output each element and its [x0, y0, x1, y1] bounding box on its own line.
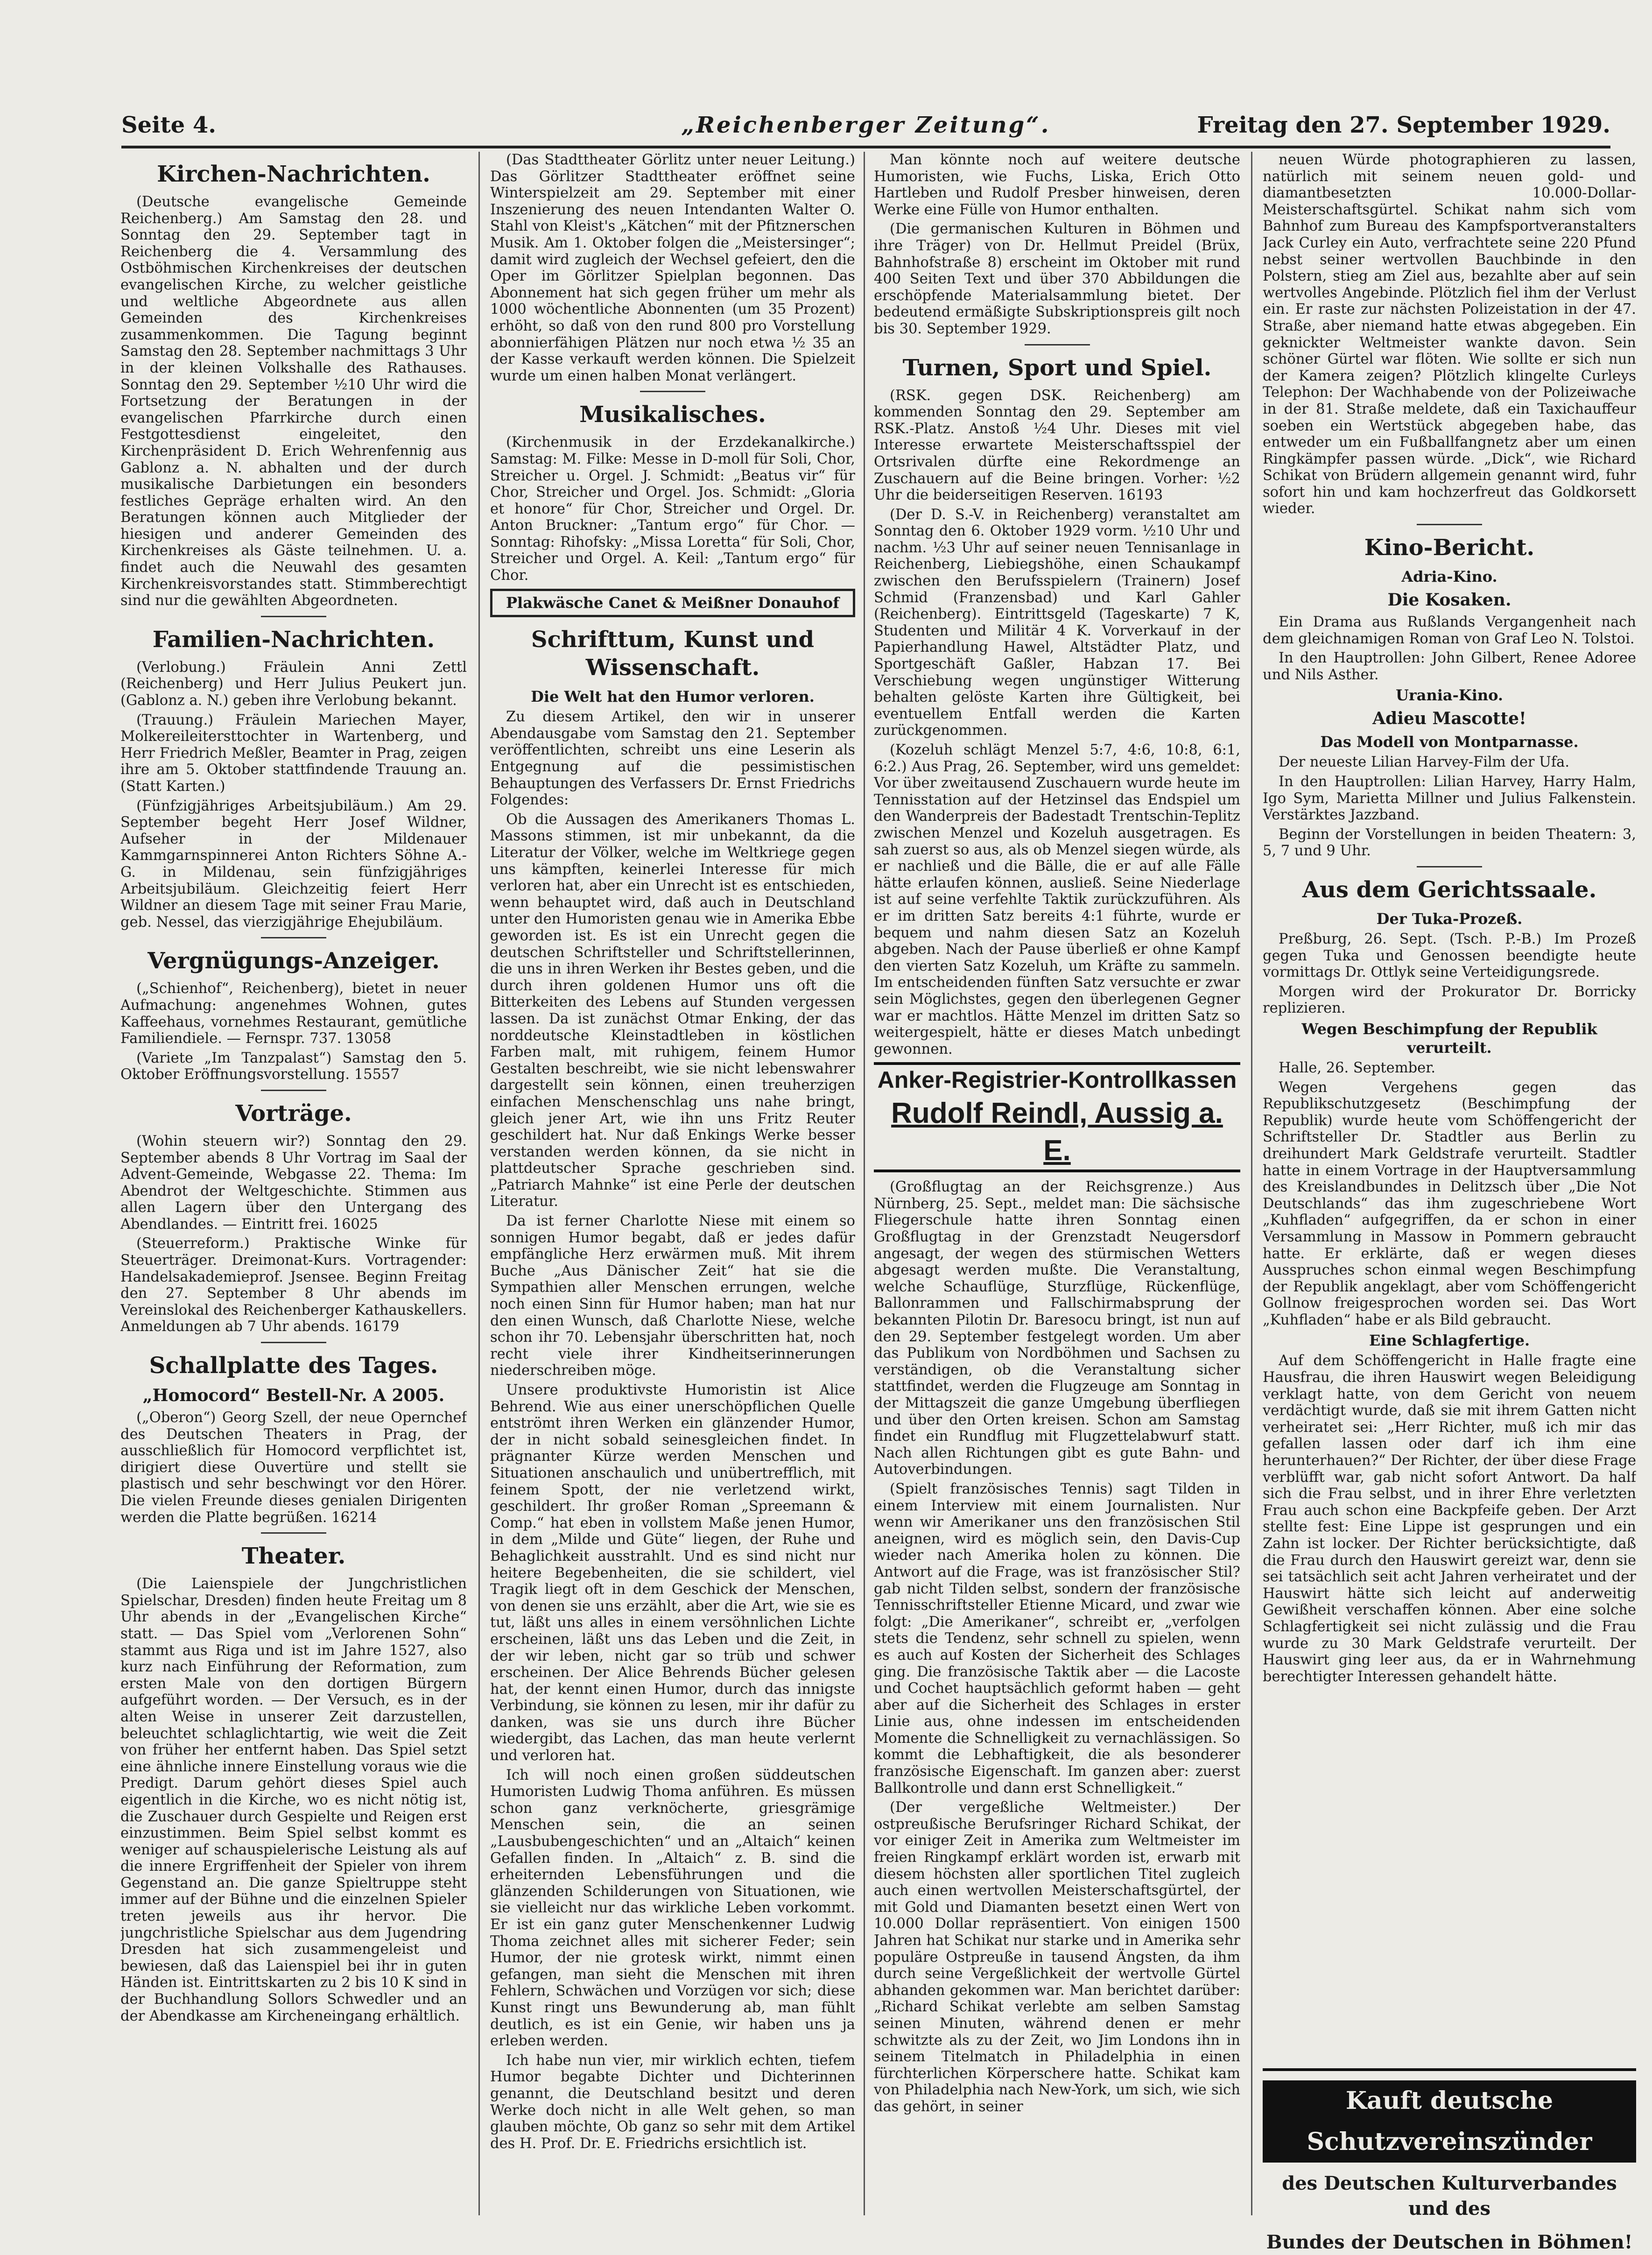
column-3 — [874, 152, 1240, 2215]
separator — [1025, 344, 1090, 345]
article-kirchenmusik: (Kirchenmusik in der Erzdekanalkirche.) Samstag: M. Filke: Messe in D-moll für Soli, Chor, Streicher u. Orgel. J. Schmidt: „Beatus vir“ für Chor, Streicher und Orgel. Jos. Schmidt: „Gloria et honore“ für Chor, Streicher und Orgel. Dr. Anton Bruckner: „Tantum ergo“ für Chor. — Sonntag: Rihofsky: „Missa Loretta“ für Soli, Chor, Streicher und Orgel. A. Keil: „Tantum ergo“ für Chor. — [490, 434, 855, 584]
section-heading-vortraege: Vorträge. — [235, 1100, 352, 1127]
section-heading-musik: Musikalisches. — [579, 402, 766, 428]
article-flugtag: (Großflugtag an der Reichsgrenze.) Aus Nürnberg, 25. Sept., meldet man: Die sächsische Fliegerschule hatte ihren Sonntag einen Großflugtag in der Grenzstadt Neugersdorf angesagt, der wegen des stürmischen Wetters abgesagt werden mußte. Die Veranstaltung, welche Schauflüge, Sturzflüge, Rückenflüge, Ballonrammen und Fallschirmabsprung der bekannten Pilotin Dr. Baresocu bringt, ist nun auf den 29. September festgelegt worden. Um aber das Publikum von Nordböhmen und Sachsen zu verständigen, ob die Veranstaltung sicher stattfindet, werden die Flugzeuge am Sonntag in der Mittagszeit die ganze Umgebung überfliegen und über den Orten kreisen. Schon am Samstag findet ein Rundflug mit Flugzettelabwurf statt. Nach allen Richtungen gibt es gute Bahn- und Autoverbindungen. — [874, 1179, 1240, 1478]
article-rsk: (RSK. gegen DSK. Reichenberg) am kommenden Sonntag den 29. September am RSK.-Platz. Anstoß ½4 Uhr. Dieses mit viel Interesse erwartete Meisterschaftsspiel der Ortsrivalen dürfte eine Rekordmenge an Zuschauern auf die Beine bringen. Vorher: ½2 Uhr die beiderseitigen Reserven. 16193 — [874, 387, 1240, 504]
article-verlobung: (Verlobung.) Fräulein Anni Zettl (Reichenberg) und Herr Julius Peukert jun. (Gablonz a. N.) geben ihre Verlobung bekannt. — [120, 659, 467, 709]
advert-subtitle-1: des Deutschen Kulturverbandes und des — [1282, 2172, 1617, 2220]
separator — [261, 1090, 326, 1091]
article-humor-1: Zu diesem Artikel, den wir in unserer Abendausgabe vom Samstag den 21. September veröffentlichten, schreibt uns eine Leserin als Entgegnung auf die pessimistischen Behauptungen des Verfassers Dr. Ernst Friedrichs Folgendes: — [490, 709, 855, 809]
article-humor-6: Ich habe nun vier, mir wirklich echten, tiefem Humor begabte Dichter und Dichterinnen genannt, die Deutschland besitzt und deren Werke doch nicht in alle Welt gehen, so man glauben möchte, Ob ganz so sehr mit dem Artikel des H. Prof. Dr. E. Friedrichs ersichtlich ist. — [490, 2052, 855, 2152]
column-1 — [120, 152, 467, 2215]
article-schikat: (Der vergeßliche Weltmeister.) Der ostpreußische Berufsringer Richard Schikat, der vor einiger Zeit in Amerika zum Weltmeister im freien Ringkampf erklärt worden ist, erwarb mit diesem höchsten aller sportlichen Titel zugleich auch einen wertvollen Meisterschaftsgürtel, der mit Gold und Diamanten besetzt einen Wert von 10.000 Dollar repräsentiert. Von einigen 1500 Jahren hat Schikat nur starke und in Amerika sehr populäre Ostpreuße in tausend Ängsten, da ihm durch seine Vergeßlichkeit der wertvolle Gürtel abhanden gekommen war. Man berichtet darüber: „Richard Schikat verlebte am selben Samstag seinen Minuten, während denen er mehr schwitzte als zu der Zeit, wo Jim Londons ihn in seinem Titelmatch in Philadelphia in einen fürchterlichen Körperschere hatte. Schikat kam von Philadelphia nach New-York, um sich, wie sich das gehört, in seiner — [874, 1799, 1240, 2115]
article-schienhof: („Schienhof“, Reichenberg), bietet in neuer Aufmachung: angenehmes Wohnen, gutes Kaffeehaus, vornehmes Restaurant, gemütliche Familiendiele. — Fernspr. 737. 13058 — [120, 980, 467, 1047]
article-kosaken-cast: In den Hauptrollen: John Gilbert, Renee Adoree und Nils Asther. — [1263, 650, 1636, 683]
column-rule — [478, 152, 480, 2215]
section-heading-gericht: Aus dem Gerichtssaale. — [1302, 877, 1597, 903]
subheading-homocord: „Homocord“ Bestell-Nr. A 2005. — [142, 1386, 445, 1406]
article-adieu: Der neueste Lilian Harvey-Film der Ufa. — [1279, 754, 1570, 771]
section-heading-theater: Theater. — [241, 1543, 346, 1570]
subheading-adria: Adria-Kino. — [1401, 568, 1497, 586]
section-heading-sport: Turnen, Sport und Spiel. — [902, 354, 1212, 381]
article-halle-dateline: Halle, 26. September. — [1279, 1059, 1436, 1076]
separator — [261, 1532, 326, 1534]
article-dsv: (Der D. S.-V. in Reichenberg) veranstaltet am Sonntag den 6. Oktober 1929 vorm. ½10 Uhr und nachm. ½3 Uhr auf seiner neuen Tennisanlage in Reichenberg, Liebiegshöhe, einen Schaukampf zwischen den Berufsspielern (Trainern) Josef Schmid (Franzensbad) und Karl Gahler (Reichenberg). Eintrittsgeld (Tageskarte) 7 K, Studenten und Militär 4 K. Vorverkauf in der Papierhandlung Hawel, Altstädter Platz, und Sportgeschäft Gaßler, Habzan 17. Bei Verschiebung wegen ungünstiger Witterung behalten gelöste Karten ihre Gültigkeit, bei eventuellem Entfall werden die Karten zurückgenommen. — [874, 506, 1240, 739]
article-jubilaeum: (Fünfzigjähriges Arbeitsjubiläum.) Am 29. September begeht Herr Josef Wildner, Aufseher in der Mildenauer Kammgarnspinnerei Anton Richters Söhne A.-G. in Mildenau, sein fünfzigjähriges Arbeitsjubiläum. Gleichzeitig feiert Herr Wildner an diesem Tage mit seiner Frau Marie, geb. Nessel, das vierzigjährige Ehejubiläum. — [120, 797, 467, 930]
section-heading-kirchen: Kirchen-Nachrichten. — [157, 161, 430, 187]
film-title-kosaken: Die Kosaken. — [1387, 590, 1511, 610]
article-steuer: (Steuerreform.) Praktische Winke für Steuerträger. Dreimonat-Kurs. Vortragender: Handelsakademieprof. Jsensee. Beginn Freitag den 27. September 8 Uhr abends im Vereinslokal des Reichenberger Kathauskellers. Anmeldungen ab 7 Uhr abends. 16179 — [120, 1235, 467, 1335]
article-kozeluh: (Kozeluh schlägt Menzel 5:7, 4:6, 10:8, 6:1, 6:2.) Aus Prag, 26. September, wird uns gemeldet: Vor über zweitausend Zuschauern wurde heute im Tennisstation auf der Hetzinsel das Endspiel um den Wanderpreis der Badestadt Trentschin-Teplitz zwischen Menzel und Kozeluh ausgetragen. Es sah zuerst so aus, als ob Menzel siegen würde, als er nachließ und die Bälle, die er auf alle Fälle hätte erlaufen können, ausließ. Seine Niederlage ist auf seine verfehlte Taktik zurückzuführen. Als er im dritten Satz bereits 4:1 führte, wurde er bequem und nahm diesen Satz an Kozeluh abgeben. Nach der Pause überließ er ohne Kampf den vierten Satz Kozeluh, um Kräfte zu sammeln. Im entscheidenden fünften Satz versuchte er zwar sein Möglichstes, gegen den überlegenen Gegner war er machtlos. Hätte Menzel im dritten Satz so weitergespielt, hätte er dieses Match unbedingt gewonnen. — [874, 742, 1240, 1057]
article-humor-5: Ich will noch einen großen süddeutschen Humoristen Ludwig Thoma anführen. Es müssen schon ganz verknöcherte, griesgrämige Menschen sein, die an seinen „Lausbubengeschichten“ und an „Altaich“ keinen Gefallen finden. In „Altaich“ z. B. sind die erheiternden Lebensführungen und die glänzenden Schilderungen von Situationen, wie sie vielleicht nur das wirkliche Leben vorkommt. Er ist ein ganz guter Menschenkenner Ludwig Thoma zeichnet alles mit sicherer Feder; sein Humor, der nie grotesk wirkt, nimmt einen gefangen, man sieht die Menschen mit ihren Fehlern, Schwächen und Vorzügen vor sich; diese Kunst ringt uns Bewunderung ab, man fühlt deutlich, es ist ein Genie, wir haben uns ja erleben werden. — [490, 1767, 855, 2050]
subheading-urania: Urania-Kino. — [1395, 686, 1504, 705]
separator — [640, 391, 705, 392]
separator — [1417, 866, 1482, 867]
article-germanen: (Die germanischen Kulturen in Böhmen und ihre Träger) von Dr. Hellmut Preidel (Brüx, Bahnhofstraße 8) erscheint im Oktober mit rund 400 Seiten Text und über 370 Abbildungen die erschöpfende Materialsammlung bietet. Der bedeutend ermäßigte Subskriptionspreis gilt noch bis 30. September 1929. — [874, 221, 1240, 337]
column-4 — [1263, 152, 1636, 2064]
film-title-adieu: Adieu Mascotte! — [1372, 709, 1526, 729]
section-heading-schrifttum: Schrifttum, Kunst und Wissenschaft. — [531, 627, 815, 681]
advert-line-2: Rudolf Reindl, Aussig a. E. — [891, 1097, 1223, 1167]
section-heading-familien: Familien-Nachrichten. — [152, 626, 435, 653]
section-heading-kino: Kino-Bericht. — [1364, 535, 1535, 561]
small-advert-box: Plakwäsche Canet & Meißner Donauhof — [490, 589, 855, 618]
newspaper-title: „Reichenberger Zeitung“. — [681, 112, 1051, 138]
advert-subtitle-2: Bundes der Deutschen in Böhmen! — [1266, 2231, 1633, 2253]
article-schikat-continued: neuen Würde photographieren zu lassen, natürlich mit seinem neuen gold- und diamantbesetzten 10.000-Dollar-Meisterschaftsgürtel. Schikat nahm sich vom Bahnhof zum Bureau des Kampfsportveranstalters Jack Curley ein Auto, verfrachtete seine 220 Pfund nebst seiner wertvollen Bauchbinde in den Polstern, stieg am Ziel aus, bezahlte aber auf sein wertvolles Angebinde. Plötzlich fiel ihm der Verlust ein. Er raste zur nächsten Polizeistation in der 47. Straße, aber niemand hatte etwas abgegeben. Ein geknickter Weltmeister wankte davon. Sein schöner Gürtel war flöten. Wie sollte er sich nun der Kamera zeigen? Plötzlich klingelte Curleys Telephon: Der Wachhabende von der Polizeiwache in der 81. Straße meldete, daß ein Taxichauffeur soeben ein Wertstück abgegeben habe, das entweder um ein Fußballfangnetz aber um einen Ringkämpfer passen würde. „Dick“, wie Richard Schikat von Brüdern allgemein genannt wird, fuhr sofort hin und kam hochzerfreut das Goldkorsett wieder. — [1263, 152, 1636, 517]
page-number: Seite 4. — [121, 112, 216, 138]
article-trauung: (Trauung.) Fräulein Mariechen Mayer, Molkereileitersttochter in Wartenberg, und Herr Friedrich Meßler, Beamter in Prag, zeigen ihre am 5. Oktober stattfindende Trauung an. (Statt Karten.) — [120, 712, 467, 795]
advert-kontrollkassen — [874, 1062, 1240, 1172]
article-goerlitz: (Das Stadttheater Görlitz unter neuer Leitung.) Das Görlitzer Stadttheater eröffnet seine Winterspielzeit am 29. September mit einer Inszenierung des neuen Intendanten Walter O. Stahl von Kleist's „Kätchen“ mit der Pfitznerschen Musik. Am 1. Oktober folgen die „Meistersinger“; damit wird zugleich der Wechsel gefeiert, den die Oper im Görlitzer Spielplan begonnen. Das Abonnement hat sich gegen früher um mehr als 1000 wöchentliche Abonnenten (um 35 Prozent) erhöht, so daß von den rund 800 pro Vorstellung abonnierfähigen Plätzen nur noch etwa ½ 35 an der Kasse verkauft werden können. Die Spielzeit wurde um einen halben Monat verlängert. — [490, 152, 855, 384]
article-tuka: Preßburg, 26. Sept. (Tsch. P.-B.) Im Prozeß gegen Tuka und Genossen beendigte heute vormittags Dr. Ottlyk seine Verteidigungsrede. — [1263, 931, 1636, 981]
article-variete: (Variete „Im Tanzpalast“) Samstag den 5. Oktober Eröffnungsvorstellung. 15557 — [120, 1050, 467, 1083]
advert-line-1: Anker-Registrier-Kontrollkassen — [877, 1067, 1237, 1093]
article-humor-3: Da ist ferner Charlotte Niese mit einem so sonnigen Humor begabt, daß er jedes dafür empfängliche Herz erwärmen muß. Mit ihrem Buche „Aus Dänischer Zeit“ hat sie die Sympathien aller Menschen errungen, welche noch einen Sinn für Humor haben; man hat nur den einen Wunsch, daß Charlotte Niese, welche schon ihr 70. Lebensjahr überschritten hat, noch recht viele ihrer Kindheitserinnerungen niederschreiben möge. — [490, 1213, 855, 1379]
column-rule — [1251, 152, 1252, 2215]
article-wohin: (Wohin steuern wir?) Sonntag den 29. September abends 8 Uhr Vortrag im Saal der Advent-Gemeinde, Webgasse 22. Thema: Im Abendrot der Weltgeschichte. Stimmen aus allen Lagern über den Untergang des Abendlandes. — Eintritt frei. 16025 — [120, 1133, 467, 1233]
advert-schutzverein — [1263, 2068, 1636, 2253]
article-tilden: (Spielt französisches Tennis) sagt Tilden in einem Interview mit einem Journalisten. Nur wenn wir Amerikaner uns den französischen Stil aneignen, wird es möglich sein, den Davis-Cup wieder nach Amerika holen zu können. Die Antwort auf die Frage, was ist französischer Stil? gab nicht Tilden selbst, sondern der französische Tennisschriftsteller Etienne Micard, und zwar wie folgt: „Die Amerikaner“, schreibt er, „verfolgen stets die Tendenz, sehr schnell zu spielen, wenn es auch auf Kosten der Sicherheit des Schlages ging. Die französische Taktik aber — die Lacoste und Cochet hauptsächlich geformt haben — geht aber auf die Sicherheit des Schlages in erster Linie aus, ohne indessen im entscheidenden Momente die Schnelligkeit zu vernachlässigen. So kommt die Lebhaftigkeit, die als besonderer französische Eigenschaft. Im ganzen aber: zuerst Ballkontrolle und dann erst Schnelligkeit.“ — [874, 1480, 1240, 1797]
article-humor-2: Ob die Aussagen des Amerikaners Thomas L. Massons stimmen, ist mir unbekannt, da die Literatur der Völker, welche im Weltkriege gegen uns kämpften, keinerlei Interesse für mich verloren hat, aber ein Unrecht ist es entschieden, wenn behauptet wird, daß auch in Deutschland unter den Humoristen genau wie in Amerika Ebbe geworden ist. Es ist ein Unrecht gegen die deutschen Schriftsteller und Schriftstellerinnen, die uns in ihren Werken ihr Bestes geben, und die durch ihren goldenen Humor uns oft die Bitterkeiten des Lebens auf Stunden vergessen lassen. Da ist zunächst Otmar Enking, der das norddeutsche Kleinstadtleben in köstlichen Farben malt, mit ruhigem, feinem Humor Gestalten beschreibt, wie sie nicht lebenswahrer dargestellt sein können, einen treuherzigen einfachen Menschenschlag uns nahe bringt, gleich jener Art, wie ihn uns Fritz Reuter geschildert hat. Nur daß Enkings Werke besser verstanden werden können, da sie nicht in plattdeutscher Sprache geschrieben sind. „Patriarch Mahnke“ ist eine Perle der deutschen Literatur. — [490, 811, 855, 1210]
subheading-beschimpfung: Wegen Beschimpfung der Republik verurteilt. — [1301, 1020, 1597, 1057]
separator — [261, 937, 326, 938]
article-schlagfertige: Auf dem Schöffengericht in Halle fragte eine Hausfrau, die ihren Hauswirt wegen Beleidigung verklagt hatte, von dem Gericht von neuem verdächtigt wurde, daß sie mit ihrem Gatten nicht verheiratet sei: „Herr Richter, muß ich mir das gefallen lassen oder darf ich ihm eine herunterhauen?“ Der Richter, der über diese Frage verblüfft war, gab nicht sofort Antwort. Da half sich die Frau selbst, und in ihrer Ehre verletzten Frau auch schon eine Backpfeife geben. Der Arzt stellte fest: Eine Lippe ist gesprungen und ein Zahn ist locker. Der Richter berücksichtigte, daß die Frau durch den Hauswirt gereizt war, denn sie sei tatsächlich seit acht Jahren verheiratet und der Hauswirt hätte sich leicht auf anderweitig Gewißheit verschaffen können. Aber eine solche Schlagfertigkeit sei nicht zulässig und die Frau wurde zu 30 Mark Geldstrafe verurteilt. Der Hauswirt ging leer aus, da er in Wahrnehmung berechtigter Interessen gehandelt hätte. — [1263, 1353, 1636, 1685]
section-heading-vergnuegung: Vergnügungs-Anzeiger. — [148, 948, 440, 974]
subheading-humor: Die Welt hat den Humor verloren. — [531, 688, 815, 706]
article-humor-end: Man könnte noch auf weitere deutsche Humoristen, wie Fuchs, Liska, Erich Otto Hartleben und Rudolf Presber hinweisen, deren Werke eine Fülle von Humor enthalten. — [874, 152, 1240, 218]
column-2 — [490, 152, 855, 2215]
issue-date: Freitag den 27. September 1929. — [1197, 112, 1610, 138]
article-adieu-cast: In den Hauptrollen: Lilian Harvey, Harry Halm, Igo Sym, Marietta Millner und Julius Falkenstein. Verstärktes Jazzband. — [1263, 774, 1636, 824]
article-tuka-2: Morgen wird der Prokurator Dr. Borricky replizieren. — [1263, 983, 1636, 1017]
masthead — [121, 108, 1610, 148]
article-kirchen: (Deutsche evangelische Gemeinde Reichenberg.) Am Samstag den 28. und Sonntag den 29. September tagt in Reichenberg die 4. Versammlung des Ostböhmischen Kirchenkreises der deutschen evangelischen Kirche, zu welcher geistliche und weltliche Abgeordnete aus allen Gemeinden des Kirchenkreises zusammenkommen. Die Tagung beginnt Samstag den 28. September nachmittags 3 Uhr in der kleinen Volkshalle des Rathauses. Sonntag den 29. September ½10 Uhr wird die Fortsetzung der Beratungen in der evangelischen Pfarrkirche durch einen Festgottesdienst eingeleitet, den Kirchenpräsident D. Erich Wehrenfennig aus Gablonz a. N. abhalten und der durch musikalische Darbietungen ein besonders festliches Gepräge erhalten wird. An den Beratungen können auch Mitglieder der hiesigen und anderer Gemeinden des Kirchenkreises als Gäste teilnehmen. U. a. findet auch die Neuwahl des gesamten Kirchenkreisvorstandes statt. Stimmberechtigt sind nur die gewählten Abgeordneten. — [120, 194, 467, 609]
subheading-tuka: Der Tuka-Prozeß. — [1376, 910, 1523, 928]
advert-title: Kauft deutsche Schutzvereinszünder — [1263, 2080, 1636, 2163]
film-subtitle-modell: Das Modell von Montparnasse. — [1320, 733, 1579, 751]
subheading-schlagfertige: Eine Schlagfertige. — [1369, 1332, 1530, 1350]
section-heading-schallplatte: Schallplatte des Tages. — [149, 1353, 438, 1379]
article-humor-4: Unsere produktivste Humoristin ist Alice Behrend. Wie aus einer unerschöpflichen Quelle entströmt ihren Werken ein glänzender Humor, der in nicht sobald seinesgleichen findet. In prägnanter Kürze werden Menschen und Situationen anschaulich und unübertrefflich, mit feinem Spott, der nie verletzend wirkt, geschildert. Ihr großer Roman „Spreemann & Comp.“ hat eben in vollstem Maße jenen Humor, in dem „Milde und Güte“ liegen, der Ruhe und Behaglichkeit ausstrahlt. Und es sind nicht nur heitere Begebenheiten, die sie schildert, viel Tragik liegt oft in dem Geschick der Menschen, von denen sie uns erzählt, aber die Art, wie sie es tut, läßt uns alles in einem versöhnlichen Lichte erscheinen, läßt uns das Leben und die Zeit, in der wir leben, nicht gar so trüb und schwer erscheinen. Der Alice Behrends Bücher gelesen hat, der kennt einen Humor, durch das innigste Verbindung, sie können zu lesen, mir ihr dafür zu danken, was sie uns durch ihre Bücher wiedergibt, das Lachen, das man heute verlernt und verloren hat. — [490, 1382, 855, 1764]
separator — [261, 1342, 326, 1343]
article-oberon: („Oberon“) Georg Szell, der neue Opernchef des Deutschen Theaters in Prag, der ausschließlich für Homocord verpflichtet ist, dirigiert diese Ouvertüre und stellt sie plastisch und sehr beschwingt vor den Hörer. Die vielen Freunde dieses genialen Dirigenten werden die Platte begrüßen. 16214 — [120, 1409, 467, 1526]
separator — [1417, 524, 1482, 525]
column-rule — [864, 152, 865, 2215]
separator — [261, 616, 326, 617]
article-stadtler: Wegen Vergehens gegen das Republikschutzgesetz (Beschimpfung der Republik) wurde heute vom Schöffengericht der Schriftsteller Dr. Stadtler aus Berlin zu dreihundert Mark Geldstrafe verurteilt. Stadtler hatte in einem Vortrage in der Hauptversammlung des Kreislandbundes in Delitzsch über „Die Not Deutschlands“ das ihm zugeschriebene Wort „Kuhfladen“ aufgegriffen, da er schon in einer Versammlung in Massow in Pommern gebraucht hatte. Er erklärte, daß er wegen dieses Ausspruches schon einmal wegen Beschimpfung der Republik angeklagt, aber vom Schöffengericht Gollnow freigesprochen worden sei. Das Wort „Kuhfladen“ habe er als Bild gebraucht. — [1263, 1079, 1636, 1328]
article-laienspiele: (Die Laienspiele der Jungchristlichen Spielschar, Dresden) finden heute Freitag um 8 Uhr abends in der „Evangelischen Kirche“ statt. — Das Spiel vom „Verlorenen Sohn“ stammt aus Riga und ist im Jahre 1527, also kurz nach Einführung der Reformation, zum ersten Male von den dortigen Bürgern aufgeführt worden. — Der Versuch, es in der alten Weise in unserer Zeit darzustellen, beleuchtet schlaglichtartig, wie weit die Zeit von früher her entfernt haben. Das Spiel setzt eine ähnliche innere Einstellung voraus wie die Predigt. Darum gehört dieses Spiel auch eigentlich in die Kirche, wo es nicht nötig ist, die Zuschauer durch Gespielte und Reigen erst einzustimmen. Beim Spiel selbst kommt es weniger auf schauspielerische Leistung als auf die innere Ergriffenheit der Spieler von ihrem Gegenstand an. Die ganze Spieltruppe steht immer auf der Bühne und die einzelnen Spieler treten jeweils aus ihr hervor. Die jungchristliche Spielschar aus dem Jugendring Dresden hat sich zusammengeleist und bewiesen, daß das Laienspiel bei ihr in guten Händen ist. Eintrittskarten zu 2 bis 10 K sind in der Buchhandlung Sollors Schwedler und an der Abendkasse am Kircheneingang erhältlich. — [120, 1576, 467, 2024]
article-kosaken: Ein Drama aus Rußlands Vergangenheit nach dem gleichnamigen Roman von Graf Leo N. Tolstoi. — [1263, 614, 1636, 647]
article-adieu-times: Beginn der Vorstellungen in beiden Theatern: 3, 5, 7 und 9 Uhr. — [1263, 826, 1636, 860]
